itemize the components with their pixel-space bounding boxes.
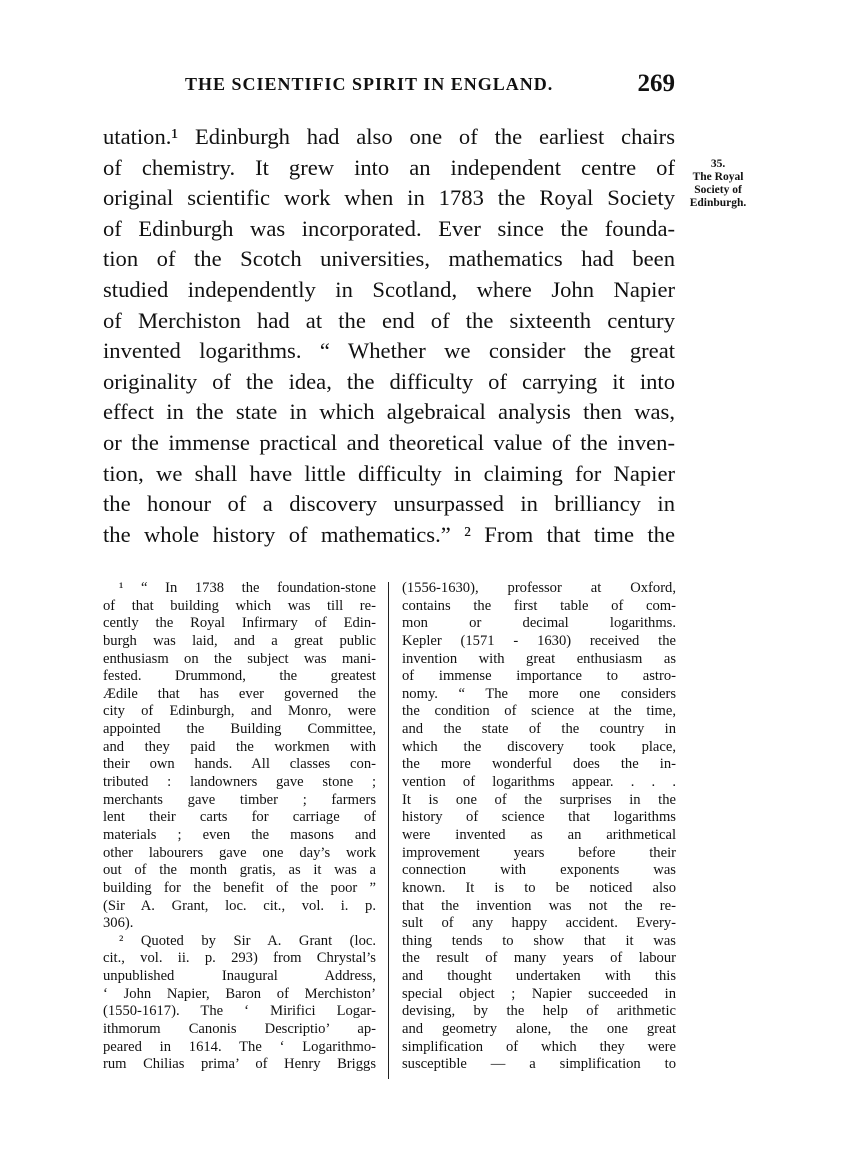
- footnote-line: the result of many years of labour: [402, 950, 676, 967]
- footnote-line: susceptible — a simplification to: [402, 1056, 676, 1073]
- footnote-line: (Sir A. Grant, loc. cit., vol. i. p.: [103, 897, 376, 914]
- footnote-line: that the invention was not the re-: [402, 897, 676, 914]
- text-line: or the immense practical and theoretical value of the inven-: [103, 429, 675, 455]
- footnote-line: their own hands. All classes con-: [103, 756, 376, 773]
- footnote-line: known. It is to be noticed also: [402, 879, 676, 896]
- footnote-line: rum Chilias prima’ of Henry Briggs: [103, 1056, 376, 1073]
- text-line: of Merchiston had at the end of the sixteenth century: [103, 307, 675, 333]
- main-text: [103, 122, 675, 550]
- text-line: originality of the idea, the difficulty of carrying it into: [103, 368, 675, 394]
- footnote-line: ² Quoted by Sir A. Grant (loc.: [119, 932, 376, 949]
- footnote-line: burgh was laid, and a great public: [103, 632, 376, 649]
- footnote-line: peared in 1614. The ‘ Logarithmo-: [103, 1038, 376, 1055]
- footnote-line: ¹ “ In 1738 the foundation-stone: [119, 580, 376, 596]
- footnote-line: improvement years before their: [402, 844, 676, 861]
- footnote-line: out of the month gratis, as it was a: [103, 862, 376, 879]
- footnote-line: Ædile that has ever governed the: [103, 685, 376, 702]
- footnote-line: lent their carts for carriage of: [103, 809, 376, 826]
- footnote-line: and geometry alone, the one great: [402, 1021, 676, 1038]
- footnote-line: ithmorum Canonis Descriptio’ ap-: [103, 1021, 376, 1038]
- footnote-line: of immense importance to astro-: [402, 668, 676, 685]
- footnote-line: merchants gave timber ; farmers: [103, 791, 376, 808]
- footnote-line: building for the benefit of the poor ”: [103, 879, 376, 896]
- text-line: tion of the Scotch universities, mathematics had been: [103, 246, 675, 272]
- text-line: the whole history of mathematics.” ² From that time the: [103, 521, 675, 547]
- footnote-line: devising, by the help of arithmetic: [402, 1003, 676, 1020]
- footnote-line: thing tends to show that it was: [402, 932, 676, 949]
- footnote-line: (1556-1630), professor at Oxford,: [402, 580, 676, 596]
- text-line: studied independently in Scotland, where John Napier: [103, 276, 675, 302]
- footnote-line: which the discovery took place,: [402, 738, 676, 755]
- footnote-line: and thought undertaken with this: [402, 968, 676, 985]
- margin-note-line: The Royal: [692, 171, 744, 183]
- footnote-line: tributed : landowners gave stone ;: [103, 774, 376, 791]
- footnote-line: It is one of the surprises in the: [402, 791, 676, 808]
- footnote-line: mon or decimal logarithms.: [402, 615, 676, 632]
- footnote-line: and they paid the workmen with: [103, 738, 376, 755]
- footnote-line: enthusiasm on the subject was mani-: [103, 650, 376, 667]
- footnotes-right-column: [402, 580, 676, 1074]
- margin-note-line: Edinburgh.: [689, 197, 747, 209]
- page-number: 269: [637, 70, 675, 97]
- footnote-line: and the state of the country in: [402, 721, 676, 738]
- footnote-line: city of Edinburgh, and Monro, were: [103, 703, 376, 720]
- footnote-line: cently the Royal Infirmary of Edin-: [103, 615, 376, 632]
- footnote-line: fested. Drummond, the greatest: [103, 668, 376, 685]
- footnote-line: special object ; Napier succeeded in: [402, 985, 676, 1002]
- footnote-line: (1550-1617). The ‘ Mirifici Logar-: [103, 1003, 376, 1020]
- page-header: [185, 70, 675, 106]
- text-line: of Edinburgh was incorporated. Ever since the founda-: [103, 215, 675, 241]
- text-line: the honour of a discovery unsurpassed in brilliancy in: [103, 491, 675, 517]
- footnote-line: unpublished Inaugural Address,: [103, 968, 376, 985]
- footnote-line: invention with great enthusiasm as: [402, 650, 676, 667]
- footnote-line: contains the first table of com-: [402, 597, 676, 614]
- footnote-column-divider: [388, 582, 389, 1079]
- margin-note: [679, 158, 757, 210]
- footnote-line: sult of any happy accident. Every-: [402, 915, 676, 932]
- margin-note-line: Society of: [694, 184, 742, 196]
- text-line: effect in the state in which algebraical analysis then was,: [103, 399, 675, 425]
- text-line: invented logarithms. “ Whether we consider the great: [103, 338, 675, 364]
- footnote-line: were invented as an arithmetical: [402, 826, 676, 843]
- footnote-line: history of science that logarithms: [402, 809, 676, 826]
- footnote-line: other labourers gave one day’s work: [103, 844, 376, 861]
- footnote-line: the condition of science at the time,: [402, 703, 676, 720]
- running-head: THE SCIENTIFIC SPIRIT IN ENGLAND.: [185, 74, 554, 94]
- footnote-line: Kepler (1571 - 1630) received the: [402, 632, 676, 649]
- footnote-line: the more wonderful does the in-: [402, 756, 676, 773]
- footnote-line: cit., vol. ii. p. 293) from Chrystal’s: [103, 950, 376, 967]
- margin-note-line: 35.: [710, 158, 726, 170]
- footnote-line: 306).: [103, 915, 134, 932]
- footnote-line: ‘ John Napier, Baron of Merchiston’: [103, 985, 376, 1002]
- text-line: tion, we shall have little difficulty in claiming for Napier: [103, 460, 675, 486]
- text-line: original scientific work when in 1783 the Royal Society: [103, 185, 675, 211]
- footnote-line: vention of logarithms appear. . . .: [402, 774, 676, 791]
- footnote-line: materials ; even the masons and: [103, 826, 376, 843]
- footnote-line: nomy. “ The more one considers: [402, 685, 676, 702]
- footnote-line: appointed the Building Committee,: [103, 721, 376, 738]
- text-line: of chemistry. It grew into an independent centre of: [103, 154, 675, 180]
- footnote-line: simplification of which they were: [402, 1038, 676, 1055]
- footnote-line: of that building which was till re-: [103, 597, 376, 614]
- footnote-line: connection with exponents was: [402, 862, 676, 879]
- text-line: utation.¹ Edinburgh had also one of the earliest chairs: [103, 124, 675, 149]
- footnotes-left-column: [103, 580, 376, 1074]
